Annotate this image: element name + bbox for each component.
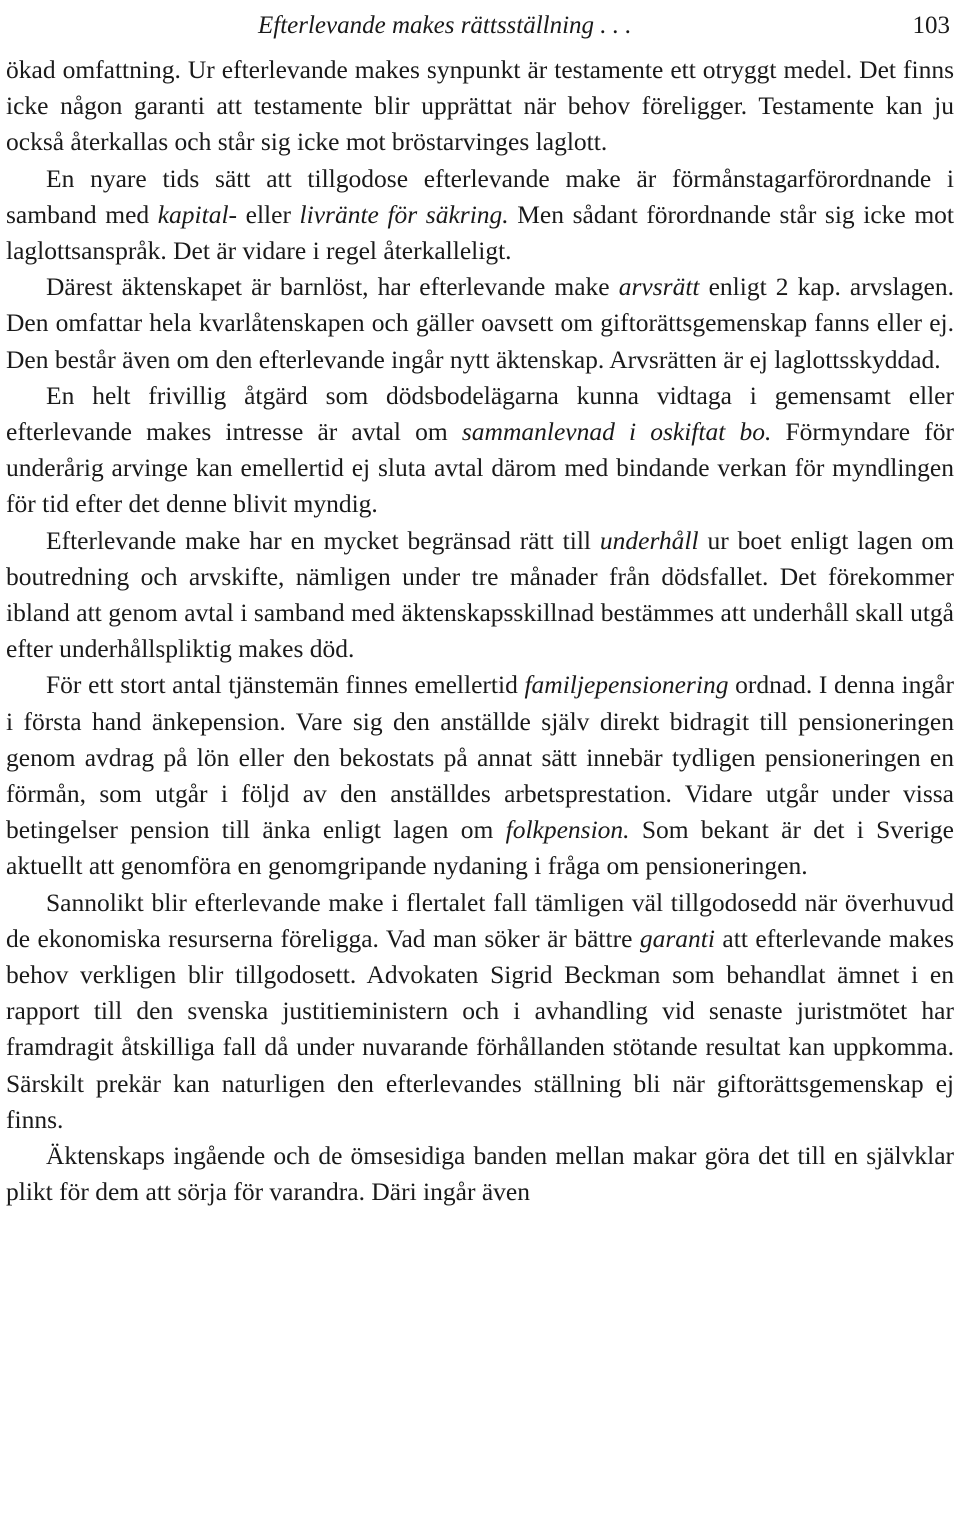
- text-run: Därest äktenskapet är barnlöst, har efterlevande make: [46, 272, 619, 302]
- text-run: enligt 2 kap. arvslagen. Den omfattar hela kvarlåtenskapen och gäller oavsett om giftorättsgemenskap fanns eller ej. Den består även om den efterlevande ingår nytt äktenskap. Arvsrätten är ej laglottsskyddad.: [6, 272, 954, 374]
- italic-term: kapital-: [157, 199, 238, 229]
- paragraph: [6, 378, 954, 523]
- text-run: ökad omfattning. Ur efterlevande makes synpunkt är testamente ett otryggt medel. Det finns icke någon garanti att testamente blir upprättat när behov föreligger. Testamente kan ju också återkallas och står sig icke mot bröstarvinges laglott.: [6, 55, 954, 157]
- paragraph: [6, 667, 954, 884]
- italic-term: arvsrätt: [618, 272, 700, 302]
- italic-term: garanti: [639, 923, 715, 953]
- running-head-title: Efterlevande makes rättsställning . . .: [258, 12, 632, 39]
- italic-term: sammanlevnad i oskiftat bo.: [461, 417, 772, 447]
- running-head: [6, 0, 954, 40]
- paragraph: [6, 1138, 954, 1210]
- italic-term: familjepensionering: [524, 670, 729, 700]
- text-run: Men sådant förordnande står sig icke mot laglottsanspråk. Det är vidare i regel återkalleligt.: [6, 199, 954, 266]
- text-run: Äktenskaps ingående och de ömsesidiga banden mellan makar göra det till en självklar plikt för dem att sörja för varandra. Däri ingår även: [6, 1141, 954, 1207]
- text-run: För ett stort antal tjänstemän finnes emellertid: [46, 670, 525, 700]
- paragraph: [6, 885, 954, 1138]
- page-number: 103: [912, 12, 950, 39]
- text-run: Förmyndare för underårig arvinge kan emellertid ej sluta avtal därom med bindande verkan för myndlingen för tid efter det denne blivit myndig.: [6, 417, 955, 519]
- text-run: En helt frivillig åtgärd som dödsbodelägarna kunna vidtaga i gemensamt eller efterlevande makes intresse är avtal om: [6, 380, 954, 447]
- text-run: att efterlevande makes behov verkligen blir tillgodosett. Advokaten Sigrid Beckman som behandlat ämnet i en rapport till den svenska justitieministern och i avhandling vid senaste juristmötet har framdragit åtskilliga fall då under nuvarande förhållanden stötande resultat kan uppkomma. Särskilt prekär kan naturligen den efterlevandes ställning bli när giftorättsgemenskap ej finns.: [6, 923, 954, 1134]
- paragraph: [6, 52, 954, 161]
- text-run: ordnad. I denna ingår i första hand änkepension. Vare sig den anställde själv direkt bidragit till pensioneringen genom avdrag på lön eller den bekostats på annat sätt innebär tydligen pensioneringen en förmån, som utgår i följd av den anställdes arbetsprestation. Vidare utgår under vissa betingelser pension till änka enligt lagen om: [6, 670, 954, 845]
- italic-term: folkpension.: [505, 815, 630, 845]
- text-run: Som bekant är det i Sverige aktuellt att genomföra en genomgripande nydaning i fråga om pensioneringen.: [6, 815, 954, 881]
- text-run: ur boet enligt lagen om boutredning och arvskifte, nämligen under tre månader från dödsfallet. Det förekommer ibland att genom avtal i samband med äktenskapsskillnad bestämmes att underhåll skall utgå efter underhållspliktig makes död.: [6, 525, 954, 664]
- body-text: [6, 52, 954, 1211]
- paragraph: [6, 523, 954, 668]
- italic-term: livränte för säkring.: [299, 199, 509, 229]
- text-run: eller: [237, 199, 300, 229]
- text-run: Sannolikt blir efterlevande make i flertalet fall tämligen väl tillgodosedd när överhuvud de ekonomiska resurserna föreligga. Vad man söker är bättre: [6, 887, 954, 953]
- paragraph: [6, 161, 954, 270]
- text-run: En nyare tids sätt att tillgodose efterlevande make är förmånstagarförordnande i samband med: [6, 163, 954, 229]
- italic-term: underhåll: [599, 525, 699, 555]
- text-run: Efterlevande make har en mycket begränsad rätt till: [46, 525, 600, 555]
- paragraph: [6, 269, 954, 378]
